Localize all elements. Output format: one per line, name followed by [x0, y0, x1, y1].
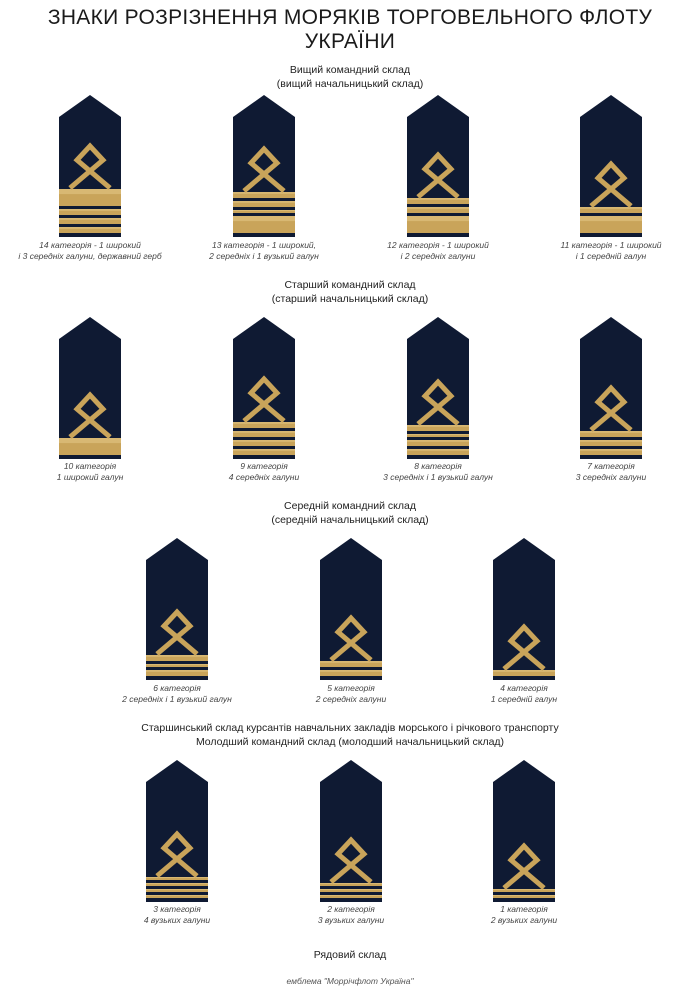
caption-stripes: 1 широкий галун — [56, 472, 124, 482]
stripe-highlight — [146, 889, 208, 890]
section-title: Вищий командний склад — [289, 64, 411, 76]
caption-category: 12 категорія - 1 широкий — [387, 240, 489, 250]
shoulder-strap-cat-3 — [146, 760, 208, 902]
shoulder-strap-cat-7 — [580, 317, 642, 459]
page-title — [0, 6, 700, 54]
stripe-highlight — [407, 440, 469, 442]
stripe-highlight — [320, 889, 382, 890]
shoulder-strap-graphic — [59, 317, 121, 459]
caption-cat-11 — [521, 240, 700, 262]
stripe-highlight — [580, 216, 642, 221]
caption-cat-10 — [0, 461, 180, 483]
caption-stripes: 3 середніх галуни — [575, 472, 647, 482]
strap-body — [407, 317, 469, 459]
stripe-highlight — [233, 422, 295, 424]
title-line-2: УКРАЇНИ — [304, 30, 396, 53]
caption-stripes: і 2 середніх галуни — [400, 251, 476, 261]
shoulder-strap-cat-10 — [59, 317, 121, 459]
stripe-highlight — [320, 670, 382, 672]
shoulder-strap-graphic — [493, 538, 555, 680]
caption-stripes: 4 вузьких галуни — [143, 915, 211, 925]
caption-category: 3 категорія — [153, 904, 201, 914]
shoulder-strap-graphic — [320, 760, 382, 902]
emblem-caption: емблема "Моррічфлот Україна" — [286, 976, 414, 986]
caption-stripes: 4 середніх галуни — [228, 472, 300, 482]
stripe-highlight — [320, 883, 382, 884]
stripe-highlight — [493, 889, 555, 890]
caption-cat-1 — [434, 904, 614, 926]
shoulder-strap-cat-14 — [59, 95, 121, 237]
stripe-highlight — [59, 209, 121, 211]
caption-cat-7 — [521, 461, 700, 483]
caption-cat-12 — [348, 240, 528, 262]
stripe-highlight — [320, 661, 382, 663]
section-subtitle: (старший начальницький склад) — [271, 293, 429, 305]
stripe-highlight — [233, 192, 295, 194]
stripe-highlight — [407, 434, 469, 435]
caption-cat-6 — [87, 683, 267, 705]
stripe-highlight — [407, 198, 469, 200]
caption-cat-5 — [261, 683, 441, 705]
stripe-highlight — [233, 210, 295, 211]
shoulder-strap-cat-6 — [146, 538, 208, 680]
strap-body — [59, 317, 121, 459]
caption-category: 6 категорія — [153, 683, 201, 693]
stripe-highlight — [580, 207, 642, 209]
stripe-highlight — [146, 877, 208, 878]
caption-cat-14 — [0, 240, 180, 262]
shoulder-strap-graphic — [146, 760, 208, 902]
stripe-highlight — [233, 201, 295, 203]
stripe-highlight — [407, 425, 469, 427]
shoulder-strap-cat-5 — [320, 538, 382, 680]
stripe-highlight — [580, 440, 642, 442]
stripe-highlight — [407, 207, 469, 209]
stripe-highlight — [580, 449, 642, 451]
section-title: Середній командний склад — [284, 500, 416, 512]
strap-body — [493, 538, 555, 680]
section-subtitle: Молодший командний склад (молодший начальницький склад) — [195, 736, 505, 748]
caption-stripes: і 1 середній галун — [575, 251, 647, 261]
title-line-1: ЗНАКИ РОЗРІЗНЕННЯ МОРЯКІВ ТОРГОВЕЛЬНОГО ФЛОТУ — [47, 6, 653, 29]
section-heading-senior — [0, 278, 700, 306]
caption-category: 10 категорія — [63, 461, 117, 471]
stripe-highlight — [407, 216, 469, 221]
caption-stripes: 2 вузьких галуни — [490, 915, 558, 925]
caption-category: 11 категорія - 1 широкий — [560, 240, 662, 250]
caption-category: 1 категорія — [500, 904, 548, 914]
strap-body — [320, 538, 382, 680]
caption-stripes: і 3 середніх галуни, державний герб — [18, 251, 162, 261]
stripe-highlight — [233, 440, 295, 442]
shoulder-strap-graphic — [146, 538, 208, 680]
shoulder-strap-cat-11 — [580, 95, 642, 237]
shoulder-strap-cat-4 — [493, 538, 555, 680]
caption-stripes: 3 середніх і 1 вузький галун — [383, 472, 493, 482]
caption-cat-13 — [174, 240, 354, 262]
stripe-highlight — [59, 438, 121, 443]
caption-category: 13 категорія - 1 широкий, — [211, 240, 317, 250]
caption-stripes: 2 середніх галуни — [315, 694, 387, 704]
section-title: Рядовий склад — [313, 949, 387, 961]
section-heading-senior-command — [0, 63, 700, 91]
shoulder-strap-cat-8 — [407, 317, 469, 459]
stripe-highlight — [59, 227, 121, 229]
caption-stripes: 2 середніх і 1 вузький галун — [209, 251, 319, 261]
strap-body — [493, 760, 555, 902]
stripe-highlight — [59, 189, 121, 194]
shoulder-strap-graphic — [320, 538, 382, 680]
section-heading-rank-and-file — [0, 948, 700, 962]
shoulder-strap-graphic — [580, 95, 642, 237]
caption-cat-8 — [348, 461, 528, 483]
shoulder-strap-graphic — [59, 95, 121, 237]
caption-stripes: 2 середніх і 1 вузький галун — [122, 694, 232, 704]
shoulder-strap-cat-13 — [233, 95, 295, 237]
section-title: Старший командний склад — [284, 279, 416, 291]
caption-category: 4 категорія — [500, 683, 548, 693]
strap-body — [59, 95, 121, 237]
stripe-highlight — [580, 431, 642, 433]
shoulder-strap-graphic — [493, 760, 555, 902]
caption-cat-3 — [87, 904, 267, 926]
stripe-highlight — [233, 216, 295, 221]
shoulder-strap-graphic — [407, 95, 469, 237]
caption-category: 7 категорія — [587, 461, 635, 471]
caption-stripes: 1 середній галун — [490, 694, 558, 704]
section-heading-middle — [0, 499, 700, 527]
caption-cat-2 — [261, 904, 441, 926]
stripe-highlight — [59, 218, 121, 220]
shoulder-strap-cat-12 — [407, 95, 469, 237]
caption-category: 8 категорія — [414, 461, 462, 471]
shoulder-strap-cat-9 — [233, 317, 295, 459]
shoulder-strap-graphic — [407, 317, 469, 459]
stripe-highlight — [233, 449, 295, 451]
strap-body — [320, 760, 382, 902]
section-title: Старшинський склад курсантів навчальних закладів морського і річкового транспорту — [141, 722, 559, 734]
stripe-highlight — [146, 655, 208, 657]
stripe-highlight — [146, 895, 208, 896]
caption-category: 14 категорія - 1 широкий — [39, 240, 141, 250]
shoulder-strap-graphic — [233, 317, 295, 459]
stripe-highlight — [320, 895, 382, 896]
caption-cat-9 — [174, 461, 354, 483]
caption-stripes: 3 вузьких галуни — [317, 915, 385, 925]
strap-body — [407, 95, 469, 237]
strap-body — [233, 95, 295, 237]
shoulder-strap-cat-1 — [493, 760, 555, 902]
stripe-highlight — [493, 670, 555, 672]
stripe-highlight — [493, 895, 555, 896]
section-subtitle: (середній начальницький склад) — [271, 514, 429, 526]
caption-category: 5 категорія — [327, 683, 375, 693]
strap-body — [233, 317, 295, 459]
shoulder-strap-cat-2 — [320, 760, 382, 902]
stripe-highlight — [146, 883, 208, 884]
stripe-highlight — [146, 664, 208, 665]
shoulder-strap-graphic — [580, 317, 642, 459]
shoulder-strap-graphic — [233, 95, 295, 237]
stripe-highlight — [233, 431, 295, 433]
caption-category: 9 категорія — [240, 461, 288, 471]
stripe-highlight — [146, 670, 208, 672]
section-heading-junior — [0, 721, 700, 749]
caption-cat-4 — [434, 683, 614, 705]
stripe-highlight — [407, 449, 469, 451]
section-subtitle: (вищий начальницький склад) — [276, 78, 424, 90]
caption-category: 2 категорія — [327, 904, 375, 914]
